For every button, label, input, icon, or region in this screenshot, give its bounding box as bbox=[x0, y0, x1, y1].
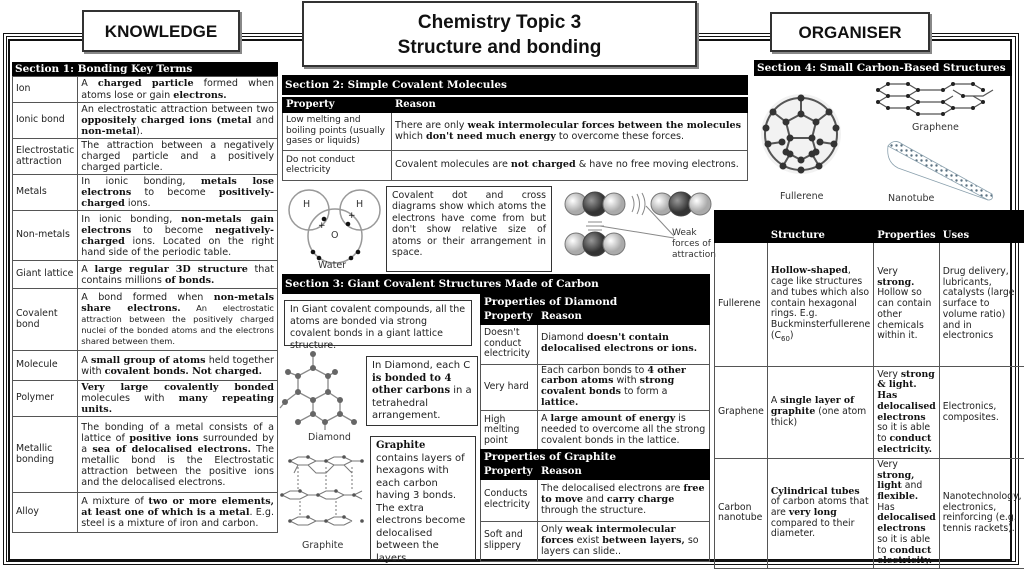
o-label: O bbox=[331, 230, 338, 241]
property-cell: Doesn't conduct electricity bbox=[481, 324, 538, 364]
term-cell: Metals bbox=[13, 175, 78, 211]
structure-name-cell: Graphene bbox=[715, 367, 768, 459]
structure-name-cell: Fullerene bbox=[715, 243, 768, 367]
graphite-properties bbox=[480, 449, 710, 562]
molecule-3 bbox=[565, 232, 625, 256]
section1-header: Section 1: Bonding Key Terms bbox=[12, 62, 278, 76]
nanotube-label: Nanotube bbox=[888, 193, 934, 204]
definition-cell: A large regular 3D structure that contains millions of bonds. bbox=[78, 261, 278, 289]
term-cell: Ionic bond bbox=[13, 103, 78, 139]
graphite-table-title: Properties of Graphite bbox=[481, 450, 710, 465]
reason-cell: Covalent molecules are not charged & have no free moving electrons. bbox=[392, 150, 748, 180]
definition-cell: A charged particle formed when atoms lose or gain electrons. bbox=[78, 77, 278, 103]
svg-text:+: + bbox=[348, 211, 356, 221]
key-term-row bbox=[13, 493, 278, 533]
carbon-structures-table-wrap bbox=[714, 210, 1012, 569]
dot-cross-info-box: Covalent dot and cross diagrams show which atoms the electrons have come from but don't show relative size of atoms or their arrangement in space. bbox=[386, 186, 552, 272]
structure-cell: Hollow-shaped, cage like structures and tubes which also contain hexagonal rings. E.g. Buckminsterfullerene $(C_{60})$ bbox=[767, 243, 873, 367]
definition-cell: In ionic bonding, non-metals gain electrons to become negatively-charged ions. Located on the right hand side of the periodic table. bbox=[78, 211, 278, 261]
property-cell: Conducts electricity bbox=[481, 479, 538, 521]
carbon-structures-table bbox=[714, 210, 1024, 569]
key-term-row bbox=[13, 175, 278, 211]
definition-cell: A small group of atoms held together with covalent bonds. Not charged. bbox=[78, 351, 278, 381]
structure-cell: Cylindrical tubes of carbon atoms that are very long compared to their diameter. bbox=[767, 459, 873, 569]
definition-cell: An electrostatic attraction between two oppositely charged ions (metal and non-metal). bbox=[78, 103, 278, 139]
weak-forces-label: Weak forces of attraction bbox=[672, 228, 724, 260]
property-row bbox=[481, 324, 710, 364]
section1 bbox=[12, 62, 278, 533]
col-properties: Properties bbox=[874, 211, 940, 243]
col-property: Property bbox=[481, 310, 538, 325]
main-title-line1: Chemistry Topic 3 bbox=[304, 10, 695, 35]
property-row bbox=[481, 364, 710, 411]
graphite-diagram bbox=[280, 455, 370, 535]
key-term-row bbox=[13, 261, 278, 289]
diamond-properties bbox=[480, 294, 710, 451]
structure-name-cell: Carbon nanotube bbox=[715, 459, 768, 569]
structure-row bbox=[715, 459, 1024, 569]
property-cell: Low melting and boiling points (usually gases or liquids) bbox=[283, 112, 392, 150]
h-label-right: H bbox=[356, 199, 363, 210]
organiser-title: ORGANISER bbox=[770, 12, 930, 52]
reason-cell: Each carbon bonds to 4 other carbon atoms with strong covalent bonds to form a lattice. bbox=[538, 364, 710, 411]
property-row bbox=[481, 521, 710, 561]
definition-cell: The bonding of a metal consists of a lattice of positive ions surrounded by a sea of delocalised electrons. The metallic bond is the Electrostatic attraction between the positive ions and the delocalised electrons. bbox=[78, 417, 278, 493]
section3-header: Section 3: Giant Covalent Structures Made of Carbon bbox=[282, 274, 710, 294]
key-term-row bbox=[13, 77, 278, 103]
fullerene-image bbox=[758, 86, 844, 186]
property-cell: High melting point bbox=[481, 411, 538, 451]
property-row bbox=[481, 411, 710, 451]
term-cell: Covalent bond bbox=[13, 289, 78, 351]
property-cell: Do not conduct electricity bbox=[283, 150, 392, 180]
key-term-row bbox=[13, 139, 278, 175]
term-cell: Polymer bbox=[13, 381, 78, 417]
main-title-line2: Structure and bonding bbox=[304, 35, 695, 60]
col-property: Property bbox=[283, 98, 392, 113]
properties-cell: Very strong, light and flexible. Has delocalised electrons so it is able to conduct electricity. bbox=[874, 459, 940, 569]
col-uses: Uses bbox=[939, 211, 1024, 243]
term-cell: Alloy bbox=[13, 493, 78, 533]
property-cell: Very hard bbox=[481, 364, 538, 411]
col-reason: Reason bbox=[538, 310, 710, 325]
structure-cell: A single layer of graphite (one atom thick) bbox=[767, 367, 873, 459]
molecule-1 bbox=[565, 192, 625, 216]
graphene-image bbox=[876, 82, 996, 116]
definition-cell: A mixture of two or more elements, at least one of which is a metal. E.g. steel is a mixture of iron and carbon. bbox=[78, 493, 278, 533]
key-term-row bbox=[13, 289, 278, 351]
h-label-left: H bbox=[303, 199, 310, 210]
term-cell: Ion bbox=[13, 77, 78, 103]
definition-cell: The attraction between a negatively charged particle and a positively charged particle. bbox=[78, 139, 278, 175]
term-cell: Metallic bonding bbox=[13, 417, 78, 493]
uses-cell: Electronics, composites. bbox=[939, 367, 1024, 459]
reason-cell: The delocalised electrons are free to move and carry charge through the structure. bbox=[538, 479, 710, 521]
main-title bbox=[302, 1, 697, 67]
term-cell: Electrostatic attraction bbox=[13, 139, 78, 175]
key-term-row bbox=[13, 381, 278, 417]
diamond-label: Diamond bbox=[308, 432, 351, 443]
simple-covalent-table bbox=[282, 97, 748, 181]
definition-cell: A bond formed when non-metals share electrons. An electrostatic attraction between the positively charged nuclei of the bonded atoms and the electrons shared between them. bbox=[78, 289, 278, 351]
key-term-row bbox=[13, 103, 278, 139]
key-term-row bbox=[13, 211, 278, 261]
col-structure: Structure bbox=[767, 211, 873, 243]
property-row bbox=[283, 112, 748, 150]
term-cell: Molecule bbox=[13, 351, 78, 381]
property-cell: Soft and slippery bbox=[481, 521, 538, 561]
key-terms-table bbox=[12, 76, 278, 533]
giant-covalent-intro: In Giant covalent compounds, all the atoms are bonded via strong covalent bonds in a giant lattice structure. bbox=[284, 300, 472, 346]
diamond-table-title: Properties of Diamond bbox=[481, 295, 710, 310]
graphite-label: Graphite bbox=[302, 540, 343, 551]
col-blank bbox=[715, 211, 768, 243]
structure-row bbox=[715, 367, 1024, 459]
graphene-label: Graphene bbox=[912, 122, 959, 133]
definition-cell: Very large covalently bonded molecules with many repeating units. bbox=[78, 381, 278, 417]
definition-cell: In ionic bonding, metals lose electrons to become positively-charged ions. bbox=[78, 175, 278, 211]
key-term-row bbox=[13, 351, 278, 381]
svg-text:+: + bbox=[318, 221, 326, 231]
term-cell: Non-metals bbox=[13, 211, 78, 261]
uses-cell: Nanotechnology, electronics, reinforcing (e.g. tennis rackets). bbox=[939, 459, 1024, 569]
key-term-row bbox=[13, 417, 278, 493]
property-row bbox=[481, 479, 710, 521]
graphite-info-box: Graphite contains layers of hexagons with each carbon having 3 bonds. The extra electrons become delocalised between the layers. bbox=[370, 436, 476, 560]
reason-cell: There are only weak intermolecular forces between the molecules which don't need much energy to overcome these forces. bbox=[392, 112, 748, 150]
properties-cell: Very strong. Hollow so can contain other chemicals within it. bbox=[874, 243, 940, 367]
col-reason: Reason bbox=[392, 98, 748, 113]
col-reason: Reason bbox=[538, 465, 710, 480]
reason-cell: Only weak intermolecular forces exist between layers, so layers can slide.. bbox=[538, 521, 710, 561]
properties-cell: Very strong & light. Has delocalised electrons so it is able to conduct electricity. bbox=[874, 367, 940, 459]
reason-cell: Diamond doesn't contain delocalised electrons or ions. bbox=[538, 324, 710, 364]
section2 bbox=[282, 75, 748, 181]
diamond-info-box: In Diamond, each C is bonded to 4 other carbons in a tetrahedral arrangement. bbox=[366, 356, 478, 426]
diamond-diagram bbox=[280, 352, 365, 432]
term-cell: Giant lattice bbox=[13, 261, 78, 289]
knowledge-title: KNOWLEDGE bbox=[82, 10, 240, 52]
section4-header: Section 4: Small Carbon-Based Structures bbox=[754, 60, 1012, 76]
col-property: Property bbox=[481, 465, 538, 480]
structure-row bbox=[715, 243, 1024, 367]
property-row bbox=[283, 150, 748, 180]
water-label: Water bbox=[318, 260, 346, 271]
molecule-2 bbox=[651, 192, 711, 216]
section2-header: Section 2: Simple Covalent Molecules bbox=[282, 75, 748, 95]
uses-cell: Drug delivery, lubricants, catalysts (large surface to volume ratio) and in electronics bbox=[939, 243, 1024, 367]
fullerene-label: Fullerene bbox=[780, 191, 824, 202]
reason-cell: A large amount of energy is needed to overcome all the strong covalent bonds in the lattice. bbox=[538, 411, 710, 451]
